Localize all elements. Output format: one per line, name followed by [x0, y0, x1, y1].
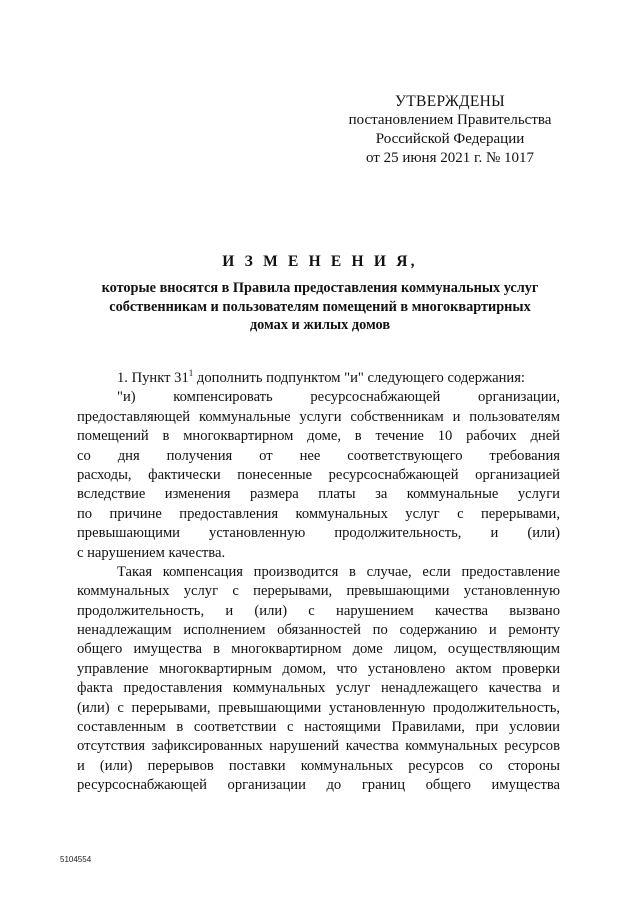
document-subtitle	[60, 279, 580, 335]
body-line: превышающими установленную продолжительность, и (или)	[77, 525, 560, 542]
body-line: составленным в соответствии с настоящими Правилами, при условии	[77, 719, 560, 736]
lead-text-tail: дополнить подпунктом "и" следующего содержания:	[193, 370, 525, 386]
body-line: управление многоквартирным домом, что установлено актом проверки	[77, 660, 560, 677]
approval-block	[320, 92, 580, 168]
body-line: и (или) перерывов поставки коммунальных ресурсов со стороны	[77, 757, 560, 774]
approval-title: УТВЕРЖДЕНЫ	[395, 93, 505, 110]
body-line: коммунальных услуг с перерывами, превышающими установленную	[77, 583, 560, 600]
document-title: И З М Е Н Е Н И Я,	[222, 253, 418, 270]
body-line: расходы, фактически понесенные ресурсоснабжающей организацией	[77, 466, 560, 483]
body-line: помещений в многоквартирном доме, в течение 10 рабочих дней	[77, 428, 560, 445]
body-line: отсутствия зафиксированных нарушений качества коммунальных ресурсов	[77, 738, 560, 755]
body-line: ненадлежащим исполнением обязанностей по содержанию и ремонту	[77, 622, 560, 639]
document-body	[77, 369, 560, 796]
subtitle-line: собственникам и пользователям помещений в многоквартирных	[109, 298, 531, 315]
body-line: ресурсоснабжающей организации до границ общего имущества	[77, 777, 560, 794]
approval-country: Российской Федерации	[375, 131, 525, 147]
subtitle-line: которые вносятся в Правила предоставления коммунальных услуг	[101, 280, 539, 296]
body-line: предоставляющей коммунальные услуги собственникам и пользователям	[77, 408, 560, 425]
paragraph-lead	[77, 369, 560, 388]
body-line: (или) с перерывами, превышающими установленную продолжительность,	[77, 699, 560, 716]
body-line: Такая компенсация производится в случае, если предоставление	[117, 563, 560, 580]
approval-authority: постановлением Правительства	[348, 112, 552, 128]
subtitle-line: домах и жилых домов	[249, 317, 391, 333]
body-line: общего имущества в многоквартирном доме лицом, осуществляющим	[77, 641, 560, 658]
body-line: по причине предоставления коммунальных услуг с перерывами,	[77, 505, 560, 522]
body-line: "и) компенсировать ресурсоснабжающей организации,	[117, 389, 560, 406]
body-line: вследствие изменения размера платы за коммунальные услуги	[77, 486, 560, 503]
approval-date-number: от 25 июня 2021 г. № 1017	[365, 150, 535, 166]
body-line: продолжительность, и (или) с нарушением качества вызвано	[77, 602, 560, 619]
body-line: со дня получения от нее соответствующего требования	[77, 447, 560, 464]
lead-superscript: 1	[188, 368, 194, 378]
document-id: 5104554	[60, 855, 92, 864]
body-line: факта предоставления коммунальных услуг ненадлежащего качества и	[77, 680, 560, 697]
lead-text: 1. Пункт 31	[117, 370, 189, 386]
body-line: с нарушением качества.	[77, 544, 226, 561]
